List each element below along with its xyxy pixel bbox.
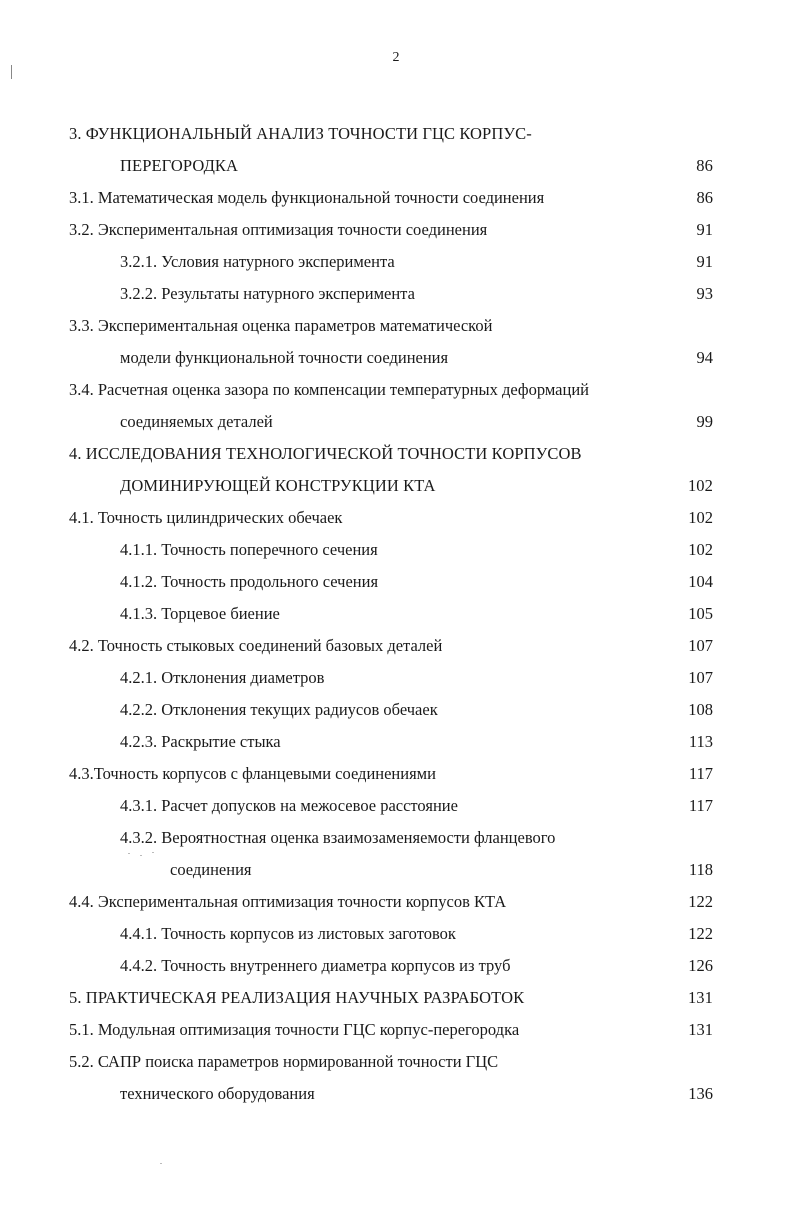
toc-entry-page: 91 <box>696 220 713 239</box>
toc-entry-page: 117 <box>688 764 713 783</box>
toc-entry-continuation <box>0 854 792 886</box>
toc-entry-4-1-2 <box>0 566 792 598</box>
toc-entry-4-1 <box>0 502 792 534</box>
toc-entry-title: 3.2. Экспериментальная оптимизация точности соединения <box>69 220 488 239</box>
toc-entry-continuation <box>0 342 792 374</box>
toc-entry-3-2-2 <box>0 278 792 310</box>
toc-entry-title: 4.3.2. Вероятностная оценка взаимозаменяемости фланцевого <box>120 828 556 847</box>
toc-entry-4-2 <box>0 630 792 662</box>
toc-entry-title: 4.4. Экспериментальная оптимизация точности корпусов КТА <box>69 892 507 911</box>
scan-artifact-mark <box>11 65 12 79</box>
toc-entry-page: 86 <box>696 188 713 207</box>
toc-entry-4-3 <box>0 758 792 790</box>
toc-entry-page: 122 <box>688 892 713 911</box>
toc-entry-title: ДОМИНИРУЮЩЕЙ КОНСТРУКЦИИ КТА <box>120 476 436 495</box>
toc-entry-page: 118 <box>688 860 713 879</box>
toc-entry-4-1-3 <box>0 598 792 630</box>
toc-entry-page: 91 <box>696 252 713 271</box>
toc-entry-page: 136 <box>688 1084 713 1103</box>
toc-entry-title: модели функциональной точности соединения <box>120 348 449 367</box>
toc-entry-page: 104 <box>688 572 713 591</box>
toc-entry-4-3-1 <box>0 790 792 822</box>
toc-entry-title: 4. ИССЛЕДОВАНИЯ ТЕХНОЛОГИЧЕСКОЙ ТОЧНОСТИ КОРПУСОВ <box>69 444 582 463</box>
toc-entry-title: ПЕРЕГОРОДКА <box>120 156 239 175</box>
toc-entry-page: 122 <box>688 924 713 943</box>
toc-entry-title: соединения <box>170 860 252 879</box>
toc-entry-title: 4.1.3. Торцевое биение <box>120 604 280 623</box>
toc-entry-4-4 <box>0 886 792 918</box>
toc-entry-page: 102 <box>687 476 713 495</box>
toc-entry-continuation <box>0 470 792 502</box>
toc-entry-5-2 <box>0 1046 792 1078</box>
toc-entry-4-4-2 <box>0 950 792 982</box>
toc-entry-5-1 <box>0 1014 792 1046</box>
toc-entry-page: 102 <box>688 540 713 559</box>
toc-entry-title: 4.2.1. Отклонения диаметров <box>120 668 325 687</box>
toc-entry-title: соединяемых деталей <box>120 412 273 431</box>
page-number: 2 <box>392 50 400 65</box>
toc-entry-title: 4.3.1. Расчет допусков на межосевое расстояние <box>120 796 458 815</box>
toc-entry-page: 93 <box>696 284 713 303</box>
toc-entry-continuation <box>0 406 792 438</box>
toc-entry-page: 117 <box>688 796 713 815</box>
toc-entry-continuation <box>0 150 792 182</box>
toc-entry-3-4 <box>0 374 792 406</box>
toc-entry-3-2-1 <box>0 246 792 278</box>
toc-entry-page: 113 <box>688 732 713 751</box>
toc-entry-title: 3. ФУНКЦИОНАЛЬНЫЙ АНАЛИЗ ТОЧНОСТИ ГЦС КОРПУС- <box>69 124 532 143</box>
toc-entry-title: 4.1.2. Точность продольного сечения <box>120 572 379 591</box>
toc-entry-title: 4.2.2. Отклонения текущих радиусов обечаек <box>120 700 438 719</box>
toc-entry-title: 4.4.1. Точность корпусов из листовых заготовок <box>120 924 456 943</box>
toc-entry-title: 5.1. Модульная оптимизация точности ГЦС корпус-перегородка <box>69 1020 520 1039</box>
toc-entry-4-4-1 <box>0 918 792 950</box>
toc-entry-4-3-2 <box>0 822 792 854</box>
toc-entry-title: 3.3. Экспериментальная оценка параметров математической <box>69 316 493 335</box>
toc-entry-4-2-3 <box>0 726 792 758</box>
toc-entry-title: 3.4. Расчетная оценка зазора по компенсации температурных деформаций <box>69 380 589 399</box>
toc-entry-3-3 <box>0 310 792 342</box>
toc-entry-title: 5. ПРАКТИЧЕСКАЯ РЕАЛИЗАЦИЯ НАУЧНЫХ РАЗРАБОТОК <box>69 988 525 1007</box>
toc-entry-page: 102 <box>688 508 713 527</box>
toc-entry-title: 3.2.1. Условия натурного эксперимента <box>120 252 395 271</box>
toc-entry-page: 107 <box>688 636 713 655</box>
scan-speck <box>140 855 142 856</box>
toc-entry-page: 86 <box>696 156 713 175</box>
toc-entry-title: 4.1.1. Точность поперечного сечения <box>120 540 378 559</box>
toc-entry-title: 4.2.3. Раскрытие стыка <box>120 732 281 751</box>
toc-entry-4-1-1 <box>0 534 792 566</box>
toc-entry-page: 126 <box>688 956 713 975</box>
scan-speck <box>128 853 130 854</box>
scan-speck <box>152 852 154 853</box>
toc-entry-4-2-1 <box>0 662 792 694</box>
toc-entry-page: 107 <box>688 668 713 687</box>
toc-entry-3-1 <box>0 182 792 214</box>
toc-entry-title: 4.1. Точность цилиндрических обечаек <box>69 508 343 527</box>
toc-entry-title: 3.2.2. Результаты натурного эксперимента <box>120 284 415 303</box>
toc-entry-title: технического оборудования <box>120 1084 315 1103</box>
toc-entry-title: 5.2. САПР поиска параметров нормированной точности ГЦС <box>69 1052 499 1071</box>
scan-speck <box>160 1163 162 1164</box>
toc-entry-3-2 <box>0 214 792 246</box>
toc-entry-chapter-5 <box>0 982 792 1014</box>
toc-entry-title: 4.3.Точность корпусов с фланцевыми соединениями <box>69 764 436 783</box>
toc-entry-page: 105 <box>688 604 713 623</box>
toc-entry-page: 131 <box>688 1020 713 1039</box>
toc-entry-title: 4.4.2. Точность внутреннего диаметра корпусов из труб <box>120 956 511 975</box>
toc-entry-chapter-4 <box>0 438 792 470</box>
toc-entry-title: 3.1. Математическая модель функциональной точности соединения <box>69 188 545 207</box>
toc-entry-continuation <box>0 1078 792 1110</box>
toc-entry-page: 131 <box>687 988 713 1007</box>
toc-entry-4-2-2 <box>0 694 792 726</box>
toc-entry-title: 4.2. Точность стыковых соединений базовых деталей <box>69 636 443 655</box>
toc-entry-page: 94 <box>696 348 713 367</box>
toc-entry-page: 99 <box>696 412 713 431</box>
toc-entry-chapter-3 <box>0 118 792 150</box>
toc-entry-page: 108 <box>688 700 713 719</box>
